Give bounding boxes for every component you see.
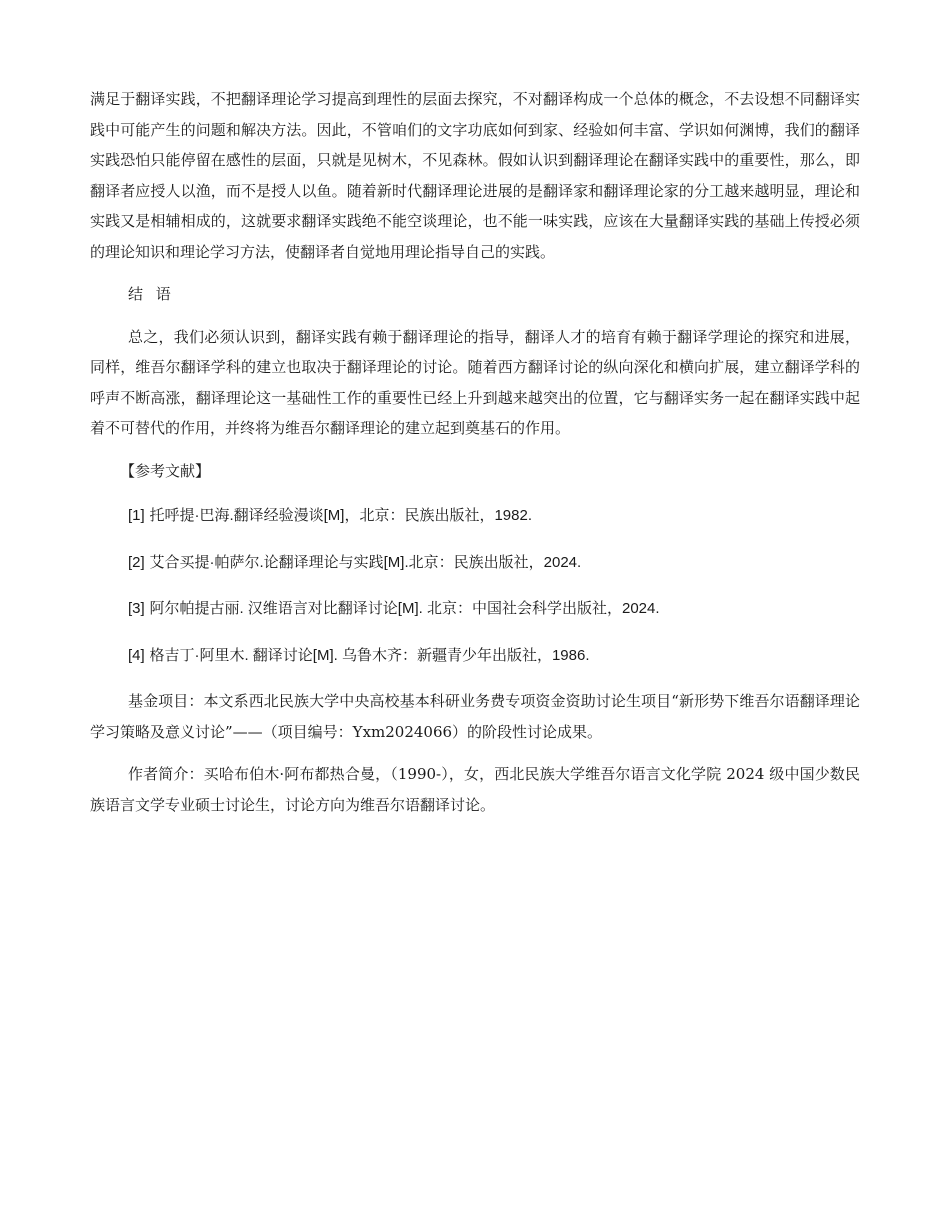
fund-note: 基金项目：本文系西北民族大学中央高校基本科研业务费专项资金资助讨论生项目“新形势下维吾尔语翻译理论学习策略及意义讨论”——（项目编号：Yxm2024066）的阶段性讨论成果。	[90, 692, 860, 741]
conclusion-heading: 结 语	[128, 285, 175, 303]
references-list	[90, 500, 860, 671]
reference-number: [4]	[128, 646, 145, 664]
reference-item	[90, 547, 860, 579]
reference-text: 托呼提·巴海.翻译经验漫谈[M]，北京：民族出版社，1982.	[149, 507, 533, 524]
author-note: 作者简介：买哈布伯木·阿布都热合曼，（1990-），女，西北民族大学维吾尔语言文化学院 2024 级中国少数民族语言文学专业硕士讨论生，讨论方向为维吾尔语翻译讨论。	[90, 765, 860, 814]
references-heading: 【参考文献】	[120, 461, 211, 480]
reference-item	[90, 640, 860, 672]
reference-text: 格吉丁·阿里木. 翻译讨论[M]. 乌鲁木齐：新疆青少年出版社，1986.	[149, 646, 590, 664]
reference-text: 阿尔帕提古丽. 汉维语言对比翻译讨论[M]. 北京：中国社会科学出版社，2024.	[149, 600, 660, 617]
reference-text: 艾合买提·帕萨尔.论翻译理论与实践[M].北京：民族出版社，2024.	[149, 553, 582, 571]
reference-number: [1]	[128, 507, 145, 524]
reference-number: [2]	[128, 553, 145, 571]
conclusion-paragraph: 总之，我们必须认识到，翻译实践有赖于翻译理论的指导，翻译人才的培育有赖于翻译学理论的探究和进展，同样，维吾尔翻译学科的建立也取决于翻译理论的讨论。随着西方翻译讨论的纵向深化和横向扩展，建立翻译学科的呼声不断高涨，翻译理论这一基础性工作的重要性已经上升到越来越突出的位置，它与翻译实务一起在翻译实践中起着不可替代的作用，并终将为维吾尔翻译理论的建立起到奠基石的作用。	[90, 327, 860, 437]
reference-number: [3]	[128, 600, 145, 617]
reference-item	[90, 593, 860, 625]
reference-item	[90, 500, 860, 532]
body-paragraph-continuation: 满足于翻译实践，不把翻译理论学习提高到理性的层面去探究，不对翻译构成一个总体的概念，不去设想不同翻译实践中可能产生的问题和解决方法。因此，不管咱们的文字功底如何到家、经验如何丰富、学识如何渊博，我们的翻译实践恐怕只能停留在感性的层面，只就是见树木，不见森林。假如认识到翻译理论在翻译实践中的重要性，那么，即翻译者应授人以渔，而不是授人以鱼。随着新时代翻译理论进展的是翻译家和翻译理论家的分工越来越明显，理论和实践又是相辅相成的，这就要求翻译实践绝不能空谈理论，也不能一味实践，应该在大量翻译实践的基础上传授必须的理论知识和理论学习方法，使翻译者自觉地用理论指导自己的实践。	[90, 90, 860, 261]
